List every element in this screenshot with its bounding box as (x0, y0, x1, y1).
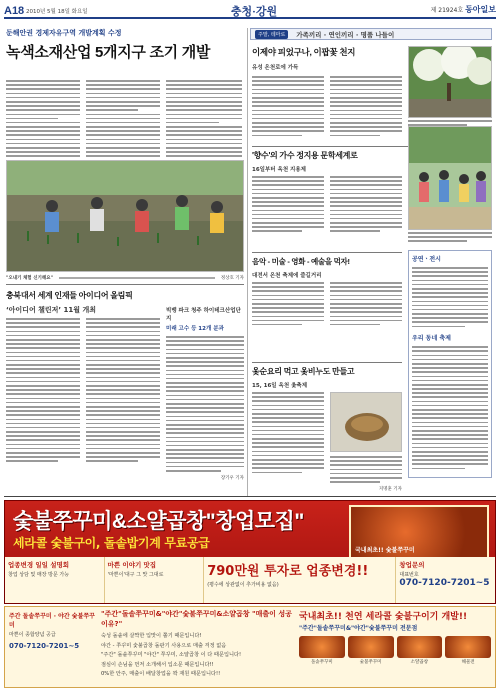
ad2-reason-item: 야간 - 쭈꾸미 숯불곱창 돌판기 사용으로 매출 걱정 없음 (101, 642, 227, 649)
ad2-reason-item: 숙성 돌솥에 살짝한 입맛이 쫄기 때문입니다! (101, 633, 202, 639)
story-daejeon-festival (252, 256, 402, 279)
story4-body-col-2 (330, 456, 402, 492)
story3-headline[interactable]: 음악 - 미술 - 영화 - 예술을 먹자! (252, 257, 350, 266)
newspaper-name: 동아일보 (465, 5, 496, 14)
newspaper-masthead (431, 4, 496, 17)
ad-photo-label: 국내최초!! 숯불쭈꾸미 (355, 547, 415, 554)
events-box-head: 공연ㆍ전시 (412, 256, 441, 263)
ad-contact-headline: 창업문의 (399, 561, 425, 569)
lead-body-col-2 (86, 80, 160, 161)
photo-festival-crowd[interactable] (408, 126, 492, 230)
second-sidebar (166, 306, 244, 481)
ad-cell-seminar (5, 557, 105, 604)
divider-3 (252, 362, 402, 363)
ad-cell-headline: 마쁜 이야기 맛집 (107, 561, 157, 569)
story3-subhead: 대전서 온천 축제에 즐길거리 (252, 273, 322, 279)
ad2-reason-item: "주간" 돌솥쭈꾸미 "야간" 쭈꾸미, 소얄곱창 이 다 때문입니다! (101, 652, 242, 658)
soap-image (331, 393, 402, 452)
lead-photo-caption (6, 275, 244, 281)
ad-info-strip (5, 557, 495, 604)
story2-body-col-1 (252, 176, 324, 232)
ad2-menu-panel (299, 609, 491, 687)
story1-headline[interactable]: 이제야 피었구나, 이팝꽃 천지 (252, 47, 356, 57)
ad-investment-headline: 790만원 투자로 업종변경!! (207, 564, 369, 579)
story2-body-col-2 (330, 176, 402, 232)
restaurant-menu-ad[interactable] (4, 606, 496, 688)
section-divider (6, 284, 244, 285)
photo-ipap-tree[interactable] (408, 46, 492, 118)
weekend-theme-band (250, 28, 492, 40)
second-headline[interactable]: 충북대서 세계 인재들 아이디어 올림픽 (6, 291, 133, 300)
story1-body-col-1 (252, 76, 324, 136)
theme-title[interactable]: 가족끼리 · 연인끼리 · 명품 나들이 (296, 30, 395, 39)
dish-label: 소얄곱창 (410, 660, 429, 665)
ad2-left-sub: 마쁜이 종합양념 공급 (9, 632, 56, 638)
ad-contact-sub: 대표번호 (399, 572, 419, 578)
lead-article (6, 28, 244, 62)
right-column-credit: 지명훈 기자 (378, 486, 402, 492)
story-jeong-jiyong (252, 150, 402, 173)
second-credit: 장기우 기자 (220, 475, 244, 481)
caption-title: "오내기 체험 신기해요" (6, 276, 53, 281)
story2-headline[interactable]: '향수'의 가수 정지용 문학세계로 (252, 151, 358, 160)
dish-photo (397, 636, 443, 665)
second-body-col-1 (6, 318, 80, 462)
page-header (4, 3, 496, 19)
events-box (408, 250, 492, 478)
ad2-reason-item: 0%한 안주, 매출이 배달창업을 꽉 재원 때문입니다!! (101, 671, 221, 677)
rice-field-image (7, 161, 244, 272)
dish-label: 숯불쭈꾸미 (359, 660, 382, 665)
issue-number: 제 21924호 (430, 7, 464, 14)
divider-2 (252, 252, 402, 253)
story4-headline[interactable]: 옻순요리 먹고 옻비누도 만들고 (252, 367, 355, 376)
dish-photo (445, 636, 491, 665)
ad-grilled-food-photo (349, 505, 489, 559)
festival-box-head: 우리 동네 축제 (412, 335, 451, 343)
ad2-reason-item: 점심이 손님을 먼저 소개해서 입소문 때문입니다!! (101, 661, 214, 668)
story3-body-col-2 (330, 282, 402, 325)
lead-photo-rice-planting[interactable] (6, 160, 244, 272)
ad-cell-sub: 창업 상담 및 매장 방문 가능 (8, 572, 70, 578)
festival-photo-caption (408, 232, 492, 242)
theme-tag: 주말, 테마로 (255, 30, 288, 39)
ad2-left-headline: 주간 돌솥쭈꾸미 · 야간 숯불쭈꾸미 (9, 613, 95, 629)
ad-cell-contact (396, 557, 495, 604)
ad-title: 숯불쭈꾸미&소얄곱창"창업모집" (13, 510, 304, 533)
publication-date: 2010년 5월 18일 화요일 (26, 9, 88, 15)
ipap-photo-caption (408, 120, 492, 126)
dish-photo (299, 636, 345, 665)
ad2-phone-number[interactable]: 070-7120-7201~5 (9, 642, 80, 650)
second-body-col-2 (86, 318, 160, 462)
ad2-right-headline: 국내최초!! 천연 세라콜 숯불구이기 개발!! (299, 612, 468, 622)
dish-grid (299, 636, 491, 665)
dish-label: 해물전 (461, 660, 475, 665)
ad-cell-investment (204, 557, 396, 604)
lead-headline[interactable]: 녹색소재산업 5개지구 조기 개발 (6, 44, 211, 61)
page-number: A18 (4, 5, 25, 17)
story-lacquer-festival (252, 366, 402, 389)
ad-cell-headline: 업종변경 일일 설명회 (8, 561, 70, 569)
story3-body-col-1 (252, 282, 324, 325)
sidebar-title: 빅뱅 파크 청주 하이테크산업단지 (166, 308, 241, 322)
ad2-right-sub: "주간"돌솥쭈꾸미&"야간"숯불쭈꾸미 전문점 (299, 625, 418, 632)
ad2-left-panel (9, 611, 97, 650)
ad2-mid-headline: "주간"돌솥쭈꾸미&"야간"숯불쭈꾸미&소얄곱창 "매출이 성공이유?" (101, 610, 292, 628)
ad-investment-note: (평수에 상관없이 추가비용 없음) (207, 582, 279, 588)
section-title: 충청·강원 (230, 6, 278, 18)
story-ipap-flowers (252, 46, 402, 71)
sidebar-subtitle: 미래 고수 등 12개 분과 (166, 326, 224, 332)
ad2-reasons-list (101, 609, 297, 687)
dish-label: 돌솥쭈꾸미 (311, 660, 333, 665)
lead-body-col-1 (6, 80, 80, 161)
story1-subhead: 유성 온천로에 가득 (252, 65, 299, 71)
ad-phone-number[interactable]: 070-7120-7201~5 (399, 578, 490, 588)
lead-kicker[interactable]: 둔해안권 경제자유구역 개발계획 수정 (6, 29, 122, 37)
story4-subhead: 15, 16일 옥천 옻축제 (252, 383, 308, 389)
second-subhead: ‘아이디어 챌린저’ 11월 개최 (6, 306, 96, 314)
blossom-image (409, 47, 492, 118)
festival-image (409, 127, 492, 230)
photo-credit: 정상호 기자 (220, 276, 244, 281)
ad-subtitle: 세라콜 숯불구이, 돌솥밥기계 무료공급 (13, 536, 210, 550)
ad-cell-sub: '마쁜이'대구 그 맛 그대로 (107, 572, 164, 578)
photo-lacquer-soap[interactable] (330, 392, 402, 452)
franchise-ad-banner[interactable] (4, 500, 496, 604)
story4-body-col-1 (252, 392, 324, 473)
ad-divider (4, 496, 496, 497)
story2-subhead: 16일부터 옥천 지용제 (252, 167, 306, 173)
lead-body-col-3 (166, 80, 242, 161)
dish-photo (348, 636, 394, 665)
ad-cell-brand (105, 557, 205, 604)
column-divider (247, 28, 248, 496)
story1-body-col-2 (330, 76, 402, 136)
